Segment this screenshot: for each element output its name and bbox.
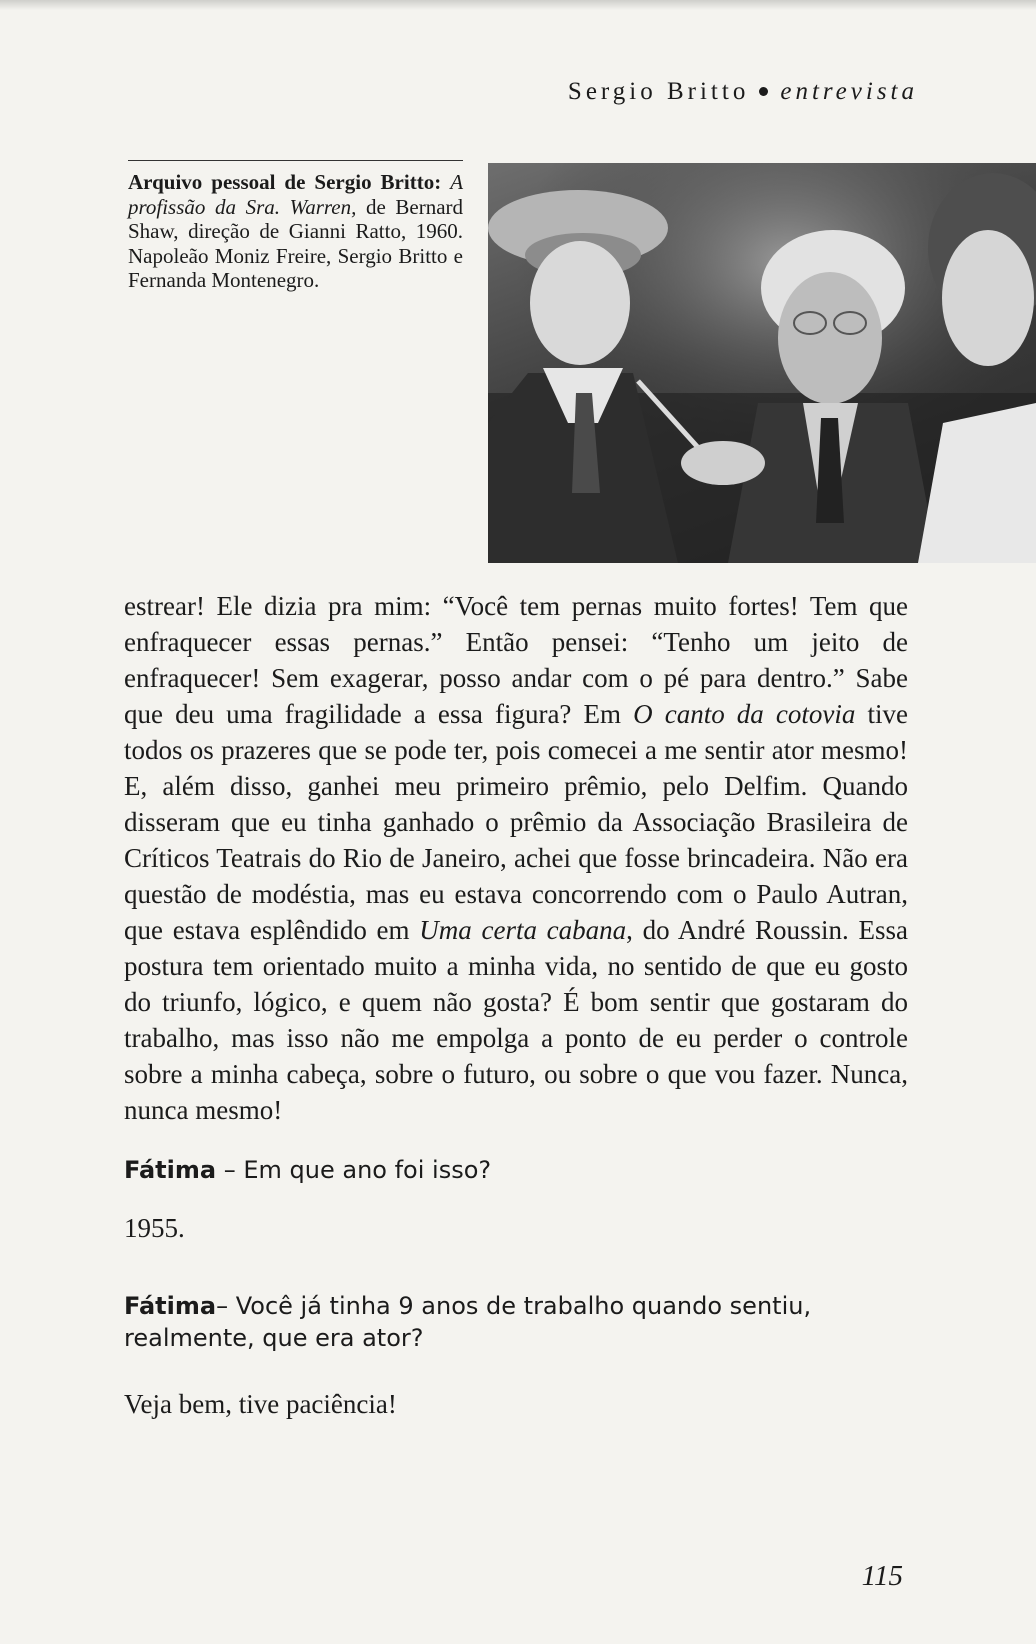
interviewee-answer: Veja bem, tive paciência! [124,1389,397,1419]
body-text-segment: , do André Roussin. Essa postura tem orientado muito a minha vida, no sentido de que eu gosto do triunfo, lógico, e quem não gosta? É bom sentir que gostaram do trabalho, mas isso não me empolga a ponto de eu perder o controle sobre a minha cabeça, sobre o futuro, ou sobre o que vou fazer. Nunca, nunca mesmo! [124,915,908,1125]
photo-illustration [488,163,1036,563]
question-text: – Você já tinha 9 anos de trabalho quando sentiu, realmente, que era ator? [124,1292,812,1352]
caption-rule [128,160,463,161]
body-text-segment: tive todos os prazeres que se pode ter, pois comecei a me sentir ator mesmo! E, além disso, ganhei meu primeiro prêmio, pelo Delfim. Quando disseram que eu tinha ganhado o prêmio da Associação Brasileira de Críticos Teatrais do Rio de Janeiro, achei que fosse brincadeira. Não era questão de modéstia, mas eu estava concorrendo com o Paulo Autran, que estava esplêndido em [124,699,908,945]
page-number: 115 [861,1560,903,1592]
running-head-section: entrevista [780,78,918,105]
question-speaker: Fátima [124,1156,217,1184]
body-text-segment: estrear! Ele dizia pra mim: “Você tem pernas muito fortes! Tem que enfraquecer essas pernas.” Então pensei: “Tenho um jeito de enfraquecer! Sem exagerar, posso andar com o pé para dentro.” Sabe que deu uma fragilidade a essa figura? Em [124,591,908,729]
caption-details: de Bernard Shaw, direção de Gianni Ratto, 1960. Napoleão Moniz Freire, Sergio Britto e Fernanda Montenegro. [128,194,464,292]
running-head-author: Sergio Britto [567,78,750,105]
body-paragraph [124,588,908,1128]
bullet-separator-icon [759,87,768,96]
play-title-uma-certa-cabana: Uma certa cabana [419,915,627,945]
interviewer-question [124,1290,908,1354]
interviewee-answer: 1955. [124,1213,185,1243]
question-text: – Em que ano foi isso? [216,1156,492,1184]
play-title-o-canto-da-cotovia: O canto da cotovia [633,699,856,729]
caption-play-title: A profissão da Sra. Warren, [128,170,464,219]
page-edge-shadow [0,0,1036,10]
interviewer-question [124,1154,908,1186]
running-head [568,78,918,106]
archive-photo [488,163,1036,563]
body-text [124,588,908,1128]
caption-heading: Arquivo pessoal de Sergio Britto: [128,170,442,194]
question-speaker: Fátima [124,1292,217,1320]
photo-caption [128,170,463,293]
